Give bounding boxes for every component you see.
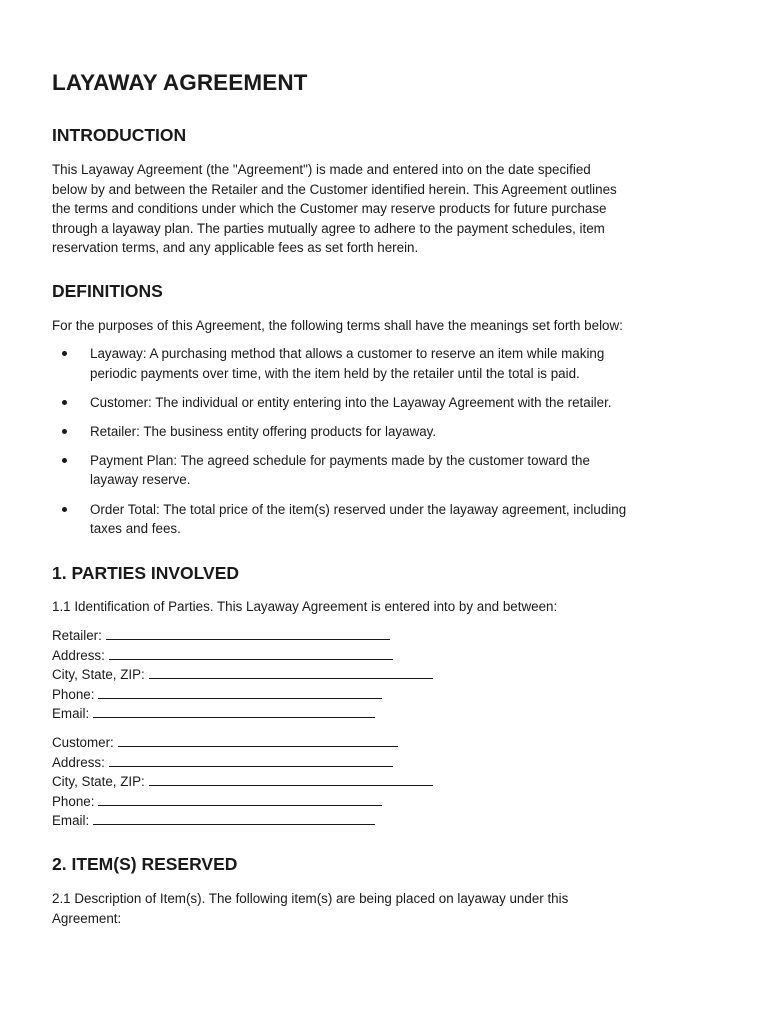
blank-line xyxy=(98,793,382,806)
definition-text: Customer: The individual or entity entering into the Layaway Agreement with the retailer. xyxy=(90,394,612,410)
blank-line xyxy=(149,773,433,786)
customer-phone-field[interactable] xyxy=(52,792,552,812)
definition-text: Retailer: The business entity offering products for layaway. xyxy=(90,423,437,439)
customer-fields xyxy=(52,733,552,831)
definition-text: Order Total: The total price of the item(s) reserved under the layaway agreement, including xyxy=(90,501,627,517)
introduction-line: reservation terms, and any applicable fees as set forth herein. xyxy=(52,240,419,256)
items-reserved-line: 2.1 Description of Item(s). The following item(s) are being placed on layaway under this xyxy=(52,891,569,906)
bullet-icon xyxy=(62,458,67,463)
blank-line xyxy=(106,627,390,640)
field-label: Address: xyxy=(52,754,105,770)
items-reserved-heading: 2. ITEM(S) RESERVED xyxy=(52,854,238,874)
introduction-line: This Layaway Agreement (the "Agreement") is made and entered into on the date specified xyxy=(52,162,591,177)
retailer-address-field[interactable] xyxy=(52,646,552,666)
definitions-intro: For the purposes of this Agreement, the following terms shall have the meanings set forth below: xyxy=(52,318,623,333)
definition-item-customer xyxy=(52,393,722,413)
introduction-paragraph xyxy=(52,160,720,258)
definition-item-retailer xyxy=(52,422,722,442)
field-label: Customer: xyxy=(52,735,114,750)
customer-email-field[interactable] xyxy=(52,811,552,831)
retailer-phone-field[interactable] xyxy=(52,685,552,705)
field-label: Phone: xyxy=(52,686,95,702)
introduction-heading: INTRODUCTION xyxy=(52,125,187,145)
blank-line xyxy=(93,705,375,718)
items-reserved-line: Agreement: xyxy=(52,910,122,926)
parties-heading: 1. PARTIES INVOLVED xyxy=(52,563,240,583)
customer-city-state-zip-field[interactable] xyxy=(52,772,552,792)
definitions-heading: DEFINITIONS xyxy=(52,281,163,301)
field-label: City, State, ZIP: xyxy=(52,774,145,790)
definition-item-order-total xyxy=(52,500,722,539)
field-label: Retailer: xyxy=(52,628,102,643)
blank-line xyxy=(109,754,393,767)
definition-text: periodic payments over time, with the item held by the retailer until the total is paid. xyxy=(90,365,580,381)
blank-line xyxy=(93,812,375,825)
items-reserved-paragraph xyxy=(52,889,720,928)
retailer-fields xyxy=(52,626,552,724)
definition-text: Payment Plan: The agreed schedule for payments made by the customer toward the xyxy=(90,452,590,468)
retailer-name-field[interactable] xyxy=(52,626,552,646)
introduction-line: through a layaway plan. The parties mutually agree to adhere to the payment schedules, item xyxy=(52,220,605,236)
blank-line xyxy=(118,734,398,747)
field-label: Email: xyxy=(52,813,90,829)
definition-text: Layaway: A purchasing method that allows a customer to reserve an item while making xyxy=(90,346,605,361)
field-label: City, State, ZIP: xyxy=(52,667,145,683)
field-label: Email: xyxy=(52,706,90,722)
bullet-icon xyxy=(62,351,67,356)
definition-text: taxes and fees. xyxy=(90,521,181,537)
customer-name-field[interactable] xyxy=(52,733,552,753)
bullet-icon xyxy=(62,507,67,512)
definition-text: layaway reserve. xyxy=(90,472,191,488)
definitions-list xyxy=(52,344,722,548)
parties-intro: 1.1 Identification of Parties. This Layaway Agreement is entered into by and between: xyxy=(52,599,558,614)
retailer-city-state-zip-field[interactable] xyxy=(52,665,552,685)
bullet-icon xyxy=(62,429,67,434)
document-title: LAYAWAY AGREEMENT xyxy=(52,70,308,95)
blank-line xyxy=(149,666,433,679)
introduction-line: the terms and conditions under which the Customer may reserve products for future purchase xyxy=(52,201,607,217)
definition-item-payment-plan xyxy=(52,451,722,490)
definition-item-layaway xyxy=(52,344,722,383)
blank-line xyxy=(98,686,382,699)
introduction-line: below by and between the Retailer and the Customer identified herein. This Agreement outlines xyxy=(52,181,617,197)
blank-line xyxy=(109,647,393,660)
bullet-icon xyxy=(62,400,67,405)
customer-address-field[interactable] xyxy=(52,753,552,773)
field-label: Phone: xyxy=(52,793,95,809)
retailer-email-field[interactable] xyxy=(52,704,552,724)
field-label: Address: xyxy=(52,647,105,663)
